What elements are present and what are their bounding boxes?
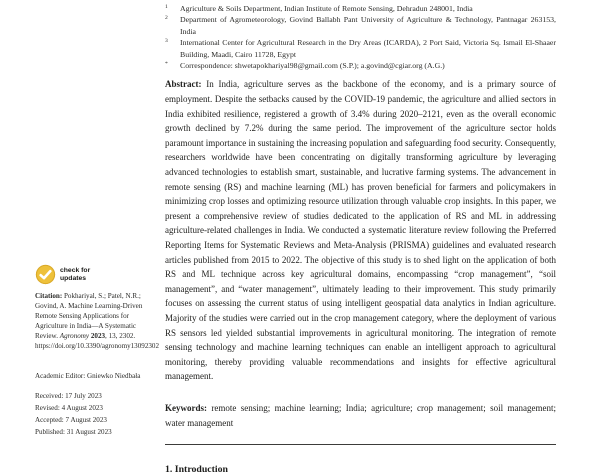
introduction-heading: 1. Introduction xyxy=(165,464,228,475)
citation-year: 2023 xyxy=(90,331,106,340)
affiliation-text: International Center for Agricultural Research in the Dry Areas (ICARDA), 2 Port Said, Victoria Sq. Ismail El-Shaaer Building, Maadi, Cairo 11728, Egypt xyxy=(180,38,556,59)
affiliations-list xyxy=(165,3,556,71)
keywords-label: Keywords: xyxy=(165,402,212,413)
check-for-updates-badge[interactable] xyxy=(35,264,90,285)
correspondence-text xyxy=(180,60,556,71)
affiliation-marker: 2 xyxy=(165,15,168,22)
check-icon xyxy=(35,264,56,285)
keywords-text: remote sensing; machine learning; India; agriculture; crop management; soil management; water management xyxy=(165,402,556,428)
citation xyxy=(35,292,160,351)
citation-body: Pokhariyal, S.; Patel, N.R.; Govind, A. Machine Learning-Driven Remote Sensing Applications for Agriculture in India—A Systematic Review. xyxy=(35,292,143,340)
correspondence-ag-tag: (A.G.) xyxy=(422,61,445,71)
published-date: Published: 31 August 2023 xyxy=(35,428,112,437)
citation-journal: Agronomy xyxy=(59,331,91,340)
academic-editor: Academic Editor: Gniewko Niedbała xyxy=(35,372,141,381)
affiliation-item xyxy=(165,3,556,14)
correspondence-sp-tag: (S.P.); xyxy=(337,61,361,71)
accepted-date: Accepted: 7 August 2023 xyxy=(35,416,107,425)
left-margin-column xyxy=(35,264,160,438)
affiliation-text: Agriculture & Soils Department, Indian Institute of Remote Sensing, Dehradun 248001, India xyxy=(180,4,473,13)
main-text-column xyxy=(165,3,556,475)
correspondence-line xyxy=(165,60,556,71)
keywords-paragraph xyxy=(165,401,556,430)
badge-line1: check for xyxy=(60,266,91,274)
revised-date: Revised: 4 August 2023 xyxy=(35,403,103,412)
affiliation-text: Department of Agrometeorology, Govind Ballabh Pant University of Agriculture & Technology, Pantnagar 263153, India xyxy=(180,15,556,36)
abstract-paragraph xyxy=(165,77,556,383)
received-date: Received: 17 July 2023 xyxy=(35,391,102,400)
history-dates xyxy=(35,390,149,439)
abstract-label: Abstract: xyxy=(165,79,207,90)
correspondence-email-sp[interactable]: shwetapokhariyal98@gmail.com xyxy=(234,61,338,71)
affiliation-marker: 1 xyxy=(165,4,168,10)
correspondence-marker: * xyxy=(165,61,168,68)
badge-text xyxy=(60,267,90,282)
affiliation-item xyxy=(165,14,556,37)
doi-link[interactable]: https://doi.org/10.3390/agronomy13092302 xyxy=(35,341,160,350)
abstract-text: In India, agriculture serves as the backbone of the economy, and is a primary source of employment. Despite the setbacks caused by the COVID-19 pandemic, the agriculture and allied sectors in India exhibited resilience, registered a growth of 3.4% during 2020–2121, even as the overall economic growth declined by 7.2% during the same period. The improvement of the agriculture sector holds paramount importance in sustaining the increasing population and safeguarding food security. Consequently, researchers worldwide have been concentrating on digitally transforming agriculture by leveraging advanced technologies to establish smart, sustainable, and lucrative farming systems. The advancement in remote sensing (RS) and machine learning (ML) has proven beneficial for farmers and policymakers in minimizing crop losses and optimizing resource utilization through valuable crop insights. In this paper, we present a comprehensive review of studies dedicated to the application of RS and ML in addressing agriculture-related challenges in India. We conducted a systematic literature review following the Preferred Reporting Items for Systematic Reviews and Meta-Analysis (PRISMA) guidelines and evaluated research articles published from 2015 to 2022. The objective of this study is to shed light on the application of both RS and ML technique across key agricultural domains, encompassing “crop management”, “soil management”, and “water management”, ultimately leading to their improvement. This study primarily focuses on assessing the current status of using intelligent geospatial data analytics in Indian agriculture. Majority of the studies were carried out in the crop management category, where the deployment of various RS sensors led yielded substantial improvements in agricultural monitoring. The integration of remote sensing technology and machine learning techniques can enable an intelligent approach to agricultural monitoring, thereby providing valuable recommendations and insights for effective agricultural management. xyxy=(165,79,556,382)
affiliation-marker: 3 xyxy=(165,38,168,45)
badge-line2: updates xyxy=(60,274,87,282)
correspondence-label: Correspondence: xyxy=(180,61,235,71)
affiliation-item xyxy=(165,37,556,60)
correspondence-email-ag[interactable]: a.govind@cgiar.org xyxy=(360,61,423,71)
section-divider xyxy=(165,444,556,445)
citation-vol-page: , 13, 2302. xyxy=(105,331,136,340)
citation-label: Citation: xyxy=(35,292,64,300)
